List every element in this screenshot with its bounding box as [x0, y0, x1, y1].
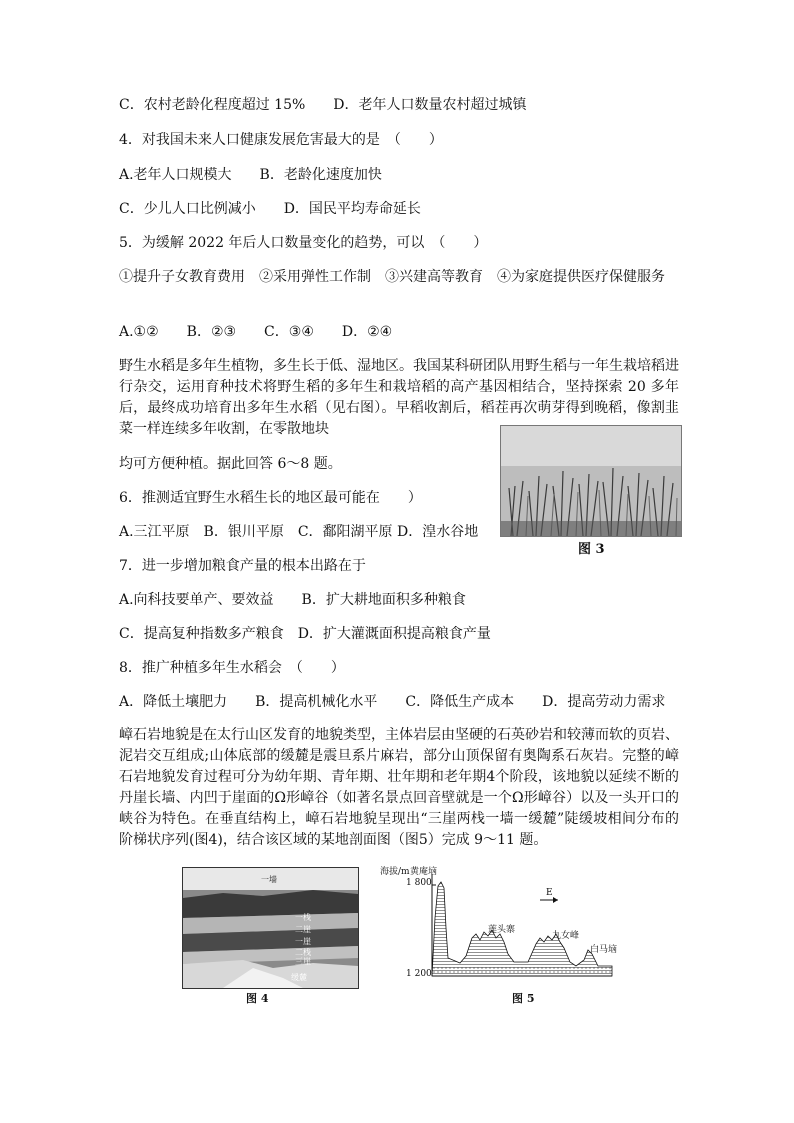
figure4-caption: 图 4 — [246, 992, 269, 1005]
passage-landform: 嶂石岩地貌是在太行山区发育的地貌类型，主体岩层由坚硬的石英砂岩和较薄而软的页岩、泥岩交互组成;山体底部的缓麓是震旦系片麻岩，部分山顶保留有奥陶系石灰岩。完整的嶂石岩地貌发育过程可分为幼年期、青年期、壮年期和老年期4个阶段，该地貌以延续不断的丹崖长墙、内凹于崖面的Ω形嶂谷（如著名景点回音壁就是一个Ω形嶂谷）以及一头开口的峡谷为特色。在垂直结构上，嶂石岩地貌呈现出“三崖两栈一墙一缓麓”陡缓坡相间分布的阶梯状序列(图4)，结合该区域的某地剖面图（图5）完成 9～11 题。 — [119, 727, 679, 848]
q8-options: A．降低土壤肥力 B．提高机械化水平 C．降低生产成本 D．提高劳动力需求 — [119, 694, 666, 710]
rice-photo — [500, 425, 682, 537]
q5-choices: ①提升子女教育费用 ②采用弹性工作制 ③兴建高等教育 ④为家庭提供医疗保健服务 — [119, 269, 665, 285]
label-cliff3: 三崖 — [295, 957, 311, 966]
q7-stem: 7．进一步增加粮食产量的根本出路在于 — [119, 558, 366, 574]
label-wall: 一墙 — [261, 875, 277, 884]
figure3-caption: 图 3 — [578, 542, 605, 557]
y-bottom-tick: 1 200 — [406, 969, 432, 979]
q4-stem: 4．对我国未来人口健康发展危害最大的是 （ ） — [119, 132, 443, 148]
q5-answers: A.①② B．②③ C．③④ D．②④ — [119, 324, 393, 340]
passage-rice-end: 均可方便种植。据此回答 6～8 题。 — [119, 456, 342, 472]
q7-options-cd: C．提高复种指数多产粮食 D．扩大灌溉面积提高粮食产量 — [119, 626, 491, 642]
direction-label: E — [546, 888, 553, 898]
label-plank2: 二栈 — [295, 948, 311, 957]
place-baimanao: 白马垴 — [590, 945, 618, 955]
y-top-tick: 1 800 — [406, 878, 432, 888]
q5-stem: 5．为缓解 2022 年后人口数量变化的趋势，可以 （ ） — [119, 235, 488, 251]
cross-section-figure — [380, 858, 620, 988]
q4-options-cd: C．少儿人口比例减小 D．国民平均寿命延长 — [119, 201, 421, 217]
q3-options-cd: C．农村老龄化程度超过 15% D．老年人口数量农村超过城镇 — [119, 97, 527, 113]
place-liantouzhai: 莲头寨 — [488, 925, 516, 935]
q6-stem: 6．推测适宜野生水稻生长的地区最可能在 ） — [119, 490, 422, 506]
label-plank1: 一栈 — [295, 913, 311, 922]
q7-options-ab: A.向科技要单产、要效益 B．扩大耕地面积多种粮食 — [119, 592, 466, 608]
label-slope: 缓麓 — [291, 973, 307, 982]
y-axis-label: 海拔/m — [380, 867, 410, 877]
landform-photo — [182, 867, 359, 989]
figure5-caption: 图 5 — [512, 992, 535, 1005]
q8-stem: 8．推广种植多年生水稻会 （ ） — [119, 660, 345, 676]
place-jiunvfeng: 九女峰 — [552, 931, 580, 941]
q4-options-ab: A.老年人口规模大 B．老龄化速度加快 — [119, 167, 382, 183]
q6-options: A.三江平原 B．银川平原 C．鄱阳湖平原 D．湟水谷地 — [119, 524, 479, 540]
label-cliff1: 一崖 — [295, 937, 311, 946]
label-cliff2: 二崖 — [295, 925, 311, 934]
place-huanganao: 黄庵垴 — [410, 867, 438, 877]
passage-rice: 野生水稻是多年生植物，多生长于低、湿地区。我国某科研团队用野生稻与一年生栽培稻进行杂交，运用育种技术将野生稻的多年生和栽培稻的高产基因相结合，坚持探索 20 多年后，最终成功培育出多年生水稻（见右图）。早稻收割后，稻茬再次萌芽得到晚稻，像割韭菜一样连续多年收割，在零散地块 — [119, 358, 679, 437]
